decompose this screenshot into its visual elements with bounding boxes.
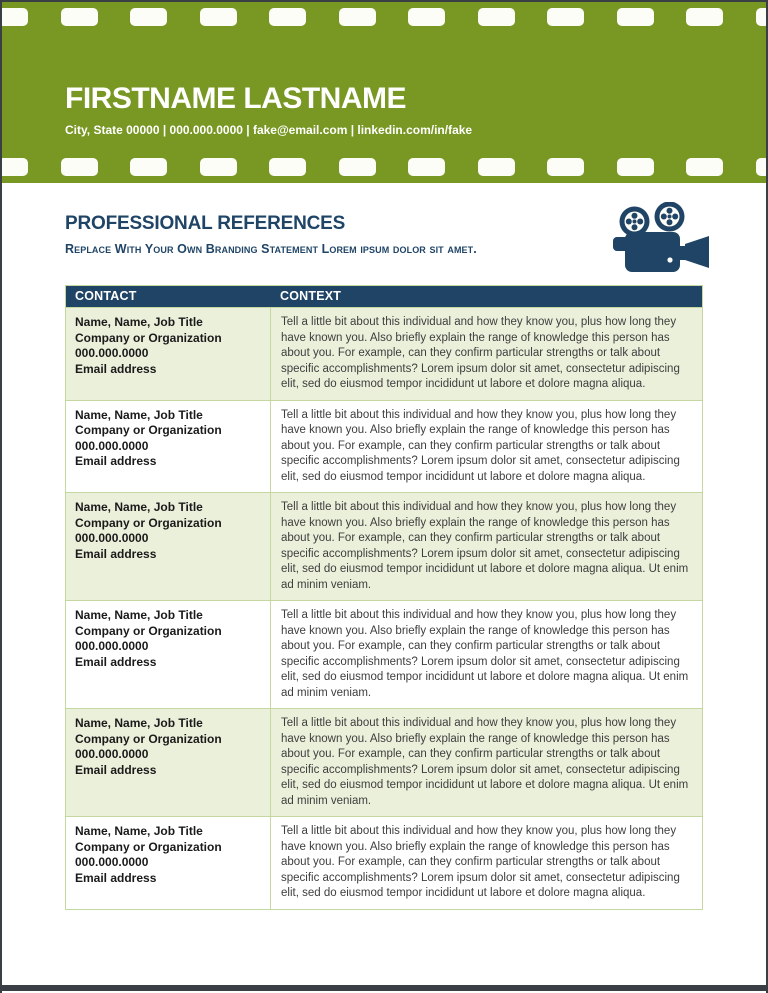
- table-row: [66, 816, 702, 909]
- contact-phone: 000.000.0000: [75, 531, 149, 545]
- references-table: [65, 285, 703, 910]
- table-row: [66, 400, 702, 493]
- contact-email: Email address: [75, 762, 157, 777]
- movie-camera-icon: [612, 202, 712, 276]
- filmstrip-hole: [547, 158, 584, 176]
- filmstrip-hole: [269, 158, 306, 176]
- table-row: [66, 307, 702, 400]
- table-header-row: [66, 286, 702, 307]
- context-cell: Tell a little bit about this individual and how they know you, plus how long they have known you. Also briefly explain the range of knowledge this person has about you. For example, can they confirm particular strengths or talk about specific accomplishments? Lorem ipsum dolor sit amet, consectetur adipiscing elit, sed do eiusmod tempor incididunt ut labore et dolore magna aliqua. Ut enim ad minim veniam.: [281, 501, 689, 591]
- filmstrip-hole: [200, 8, 237, 26]
- contact-info-line: City, State 00000 | 000.000.0000 | fake@email.com | linkedin.com/in/fake: [65, 123, 473, 137]
- context-cell: Tell a little bit about this individual and how they know you, plus how long they have known you. Also briefly explain the range of knowledge this person has about you. For example, can they confirm particular strengths or talk about specific accomplishments? Lorem ipsum dolor sit amet, consectetur adipiscing elit, sed do eiusmod tempor incididunt ut labore et dolore magna aliqua.: [281, 316, 680, 390]
- contact-company: Company or Organization: [75, 839, 222, 854]
- contact-name: Name, Name, Job Title: [75, 716, 203, 730]
- contact-name: Name, Name, Job Title: [75, 407, 203, 422]
- contact-cell: [66, 401, 271, 493]
- context-cell: Tell a little bit about this individual and how they know you, plus how long they have known you. Also briefly explain the range of knowledge this person has about you. For example, can they confirm particular strengths or talk about specific accomplishments? Lorem ipsum dolor sit amet, consectetur adipiscing elit, sed do eiusmod tempor incididunt ut labore et dolore magna aliqua.: [281, 825, 680, 899]
- filmstrip-hole: [61, 8, 98, 26]
- filmstrip-hole: [2, 8, 28, 26]
- table-row: [66, 600, 702, 708]
- column-header-contact: CONTACT: [75, 289, 137, 303]
- filmstrip-holes-bottom: [2, 158, 766, 176]
- filmstrip-hole: [617, 8, 654, 26]
- filmstrip-hole: [686, 8, 723, 26]
- filmstrip-hole: [478, 8, 515, 26]
- contact-name: Name, Name, Job Title: [75, 608, 203, 622]
- contact-cell: [66, 493, 271, 600]
- filmstrip-hole: [269, 8, 306, 26]
- contact-phone: 000.000.0000: [75, 747, 149, 761]
- contact-email: Email address: [75, 870, 157, 885]
- contact-name: Name, Name, Job Title: [75, 500, 203, 514]
- filmstrip-hole: [200, 158, 237, 176]
- section-title: PROFESSIONAL REFERENCES: [65, 213, 346, 234]
- filmstrip-holes-top: [2, 8, 766, 26]
- contact-company: Company or Organization: [75, 731, 222, 746]
- contact-phone: 000.000.0000: [75, 855, 149, 869]
- contact-phone: 000.000.0000: [75, 639, 149, 653]
- contact-cell: [66, 308, 271, 400]
- column-header-context: CONTEXT: [280, 289, 342, 303]
- contact-cell: [66, 817, 271, 909]
- context-cell: Tell a little bit about this individual and how they know you, plus how long they have known you. Also briefly explain the range of knowledge this person has about you. For example, can they confirm particular strengths or talk about specific accomplishments? Lorem ipsum dolor sit amet, consectetur adipiscing elit, sed do eiusmod tempor incididunt ut labore et dolore magna aliqua.: [281, 408, 680, 483]
- branding-statement: Replace With Your Own Branding Statement Lorem ipsum dolor sit amet.: [65, 242, 477, 256]
- filmstrip-hole: [339, 8, 376, 26]
- page-bottom-bar: [2, 985, 766, 991]
- contact-company: Company or Organization: [75, 623, 222, 638]
- contact-company: Company or Organization: [75, 423, 222, 437]
- contact-name: Name, Name, Job Title: [75, 315, 203, 329]
- filmstrip-hole: [686, 158, 723, 176]
- filmstrip-hole: [547, 8, 584, 26]
- contact-email: Email address: [75, 546, 157, 561]
- table-row: [66, 708, 702, 816]
- contact-phone: 000.000.0000: [75, 438, 149, 453]
- context-cell: Tell a little bit about this individual and how they know you, plus how long they have known you. Also briefly explain the range of knowledge this person has about you. For example, can they confirm particular strengths or talk about specific accomplishments? Lorem ipsum dolor sit amet, consectetur adipiscing elit, sed do eiusmod tempor incididunt ut labore et dolore magna aliqua. Ut enim ad minim veniam.: [281, 717, 689, 807]
- filmstrip-hole: [339, 158, 376, 176]
- contact-email: Email address: [75, 454, 157, 468]
- filmstrip-hole: [478, 158, 515, 176]
- contact-cell: [66, 709, 271, 816]
- filmstrip-hole: [408, 8, 445, 26]
- contact-name: Name, Name, Job Title: [75, 824, 203, 838]
- contact-email: Email address: [75, 361, 157, 376]
- contact-company: Company or Organization: [75, 330, 222, 345]
- table-row: [66, 492, 702, 600]
- filmstrip-hole: [756, 8, 767, 26]
- person-name: FIRSTNAME LASTNAME: [65, 82, 406, 115]
- filmstrip-hole: [756, 158, 767, 176]
- contact-cell: [66, 601, 271, 708]
- context-cell: Tell a little bit about this individual and how they know you, plus how long they have known you. Also briefly explain the range of knowledge this person has about you. For example, can they confirm particular strengths or talk about specific accomplishments? Lorem ipsum dolor sit amet, consectetur adipiscing elit, sed do eiusmod tempor incididunt ut labore et dolore magna aliqua. Ut enim ad minim veniam.: [281, 609, 689, 699]
- contact-email: Email address: [75, 654, 157, 669]
- filmstrip-header: [2, 2, 766, 183]
- filmstrip-hole: [2, 158, 28, 176]
- contact-company: Company or Organization: [75, 515, 222, 530]
- filmstrip-hole: [408, 158, 445, 176]
- filmstrip-hole: [130, 158, 167, 176]
- filmstrip-hole: [61, 158, 98, 176]
- contact-phone: 000.000.0000: [75, 346, 149, 360]
- filmstrip-hole: [130, 8, 167, 26]
- filmstrip-hole: [617, 158, 654, 176]
